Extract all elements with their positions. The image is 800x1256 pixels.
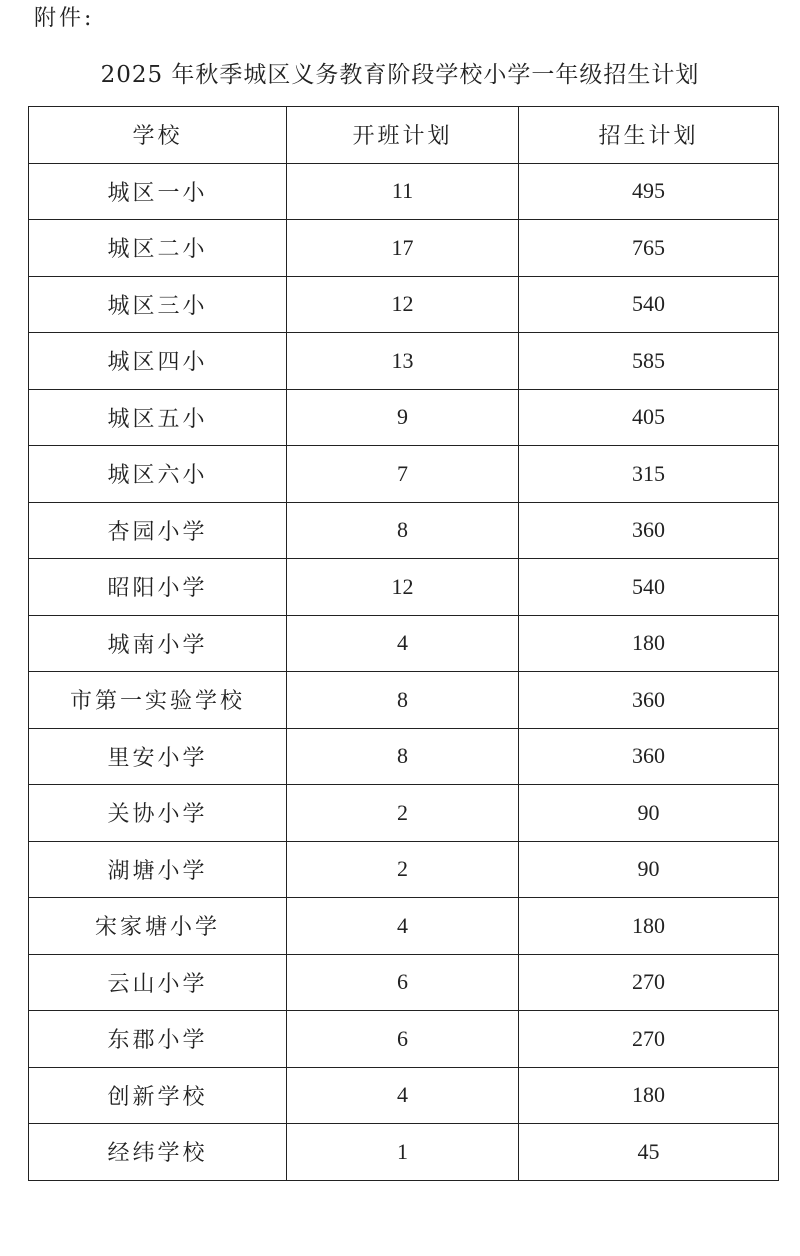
class-plan-cell: 12 [287, 276, 519, 333]
class-plan-cell: 8 [287, 728, 519, 785]
enrollment-plan-cell: 270 [519, 1011, 779, 1068]
header-school: 学校 [29, 107, 287, 164]
enrollment-plan-cell: 180 [519, 898, 779, 955]
document-title: 2025 年秋季城区义务教育阶段学校小学一年级招生计划 [100, 62, 700, 88]
table-row [29, 728, 779, 785]
school-name-cell: 关协小学 [29, 785, 287, 842]
enrollment-plan-cell: 45 [519, 1124, 779, 1181]
table-header-row [29, 107, 779, 164]
school-name-cell: 城区四小 [29, 333, 287, 390]
class-plan-cell: 9 [287, 389, 519, 446]
school-name-cell: 宋家塘小学 [29, 898, 287, 955]
table-row [29, 163, 779, 220]
class-plan-cell: 4 [287, 1067, 519, 1124]
enrollment-plan-cell: 585 [519, 333, 779, 390]
enrollment-plan-cell: 540 [519, 276, 779, 333]
class-plan-cell: 4 [287, 898, 519, 955]
school-name-cell: 杏园小学 [29, 502, 287, 559]
class-plan-cell: 17 [287, 220, 519, 277]
enrollment-plan-cell: 360 [519, 672, 779, 729]
school-name-cell: 城区一小 [29, 163, 287, 220]
table-row [29, 559, 779, 616]
enrollment-plan-cell: 360 [519, 502, 779, 559]
enrollment-plan-cell: 180 [519, 615, 779, 672]
table-row [29, 1124, 779, 1181]
table-row [29, 220, 779, 277]
class-plan-cell: 8 [287, 672, 519, 729]
table-row [29, 389, 779, 446]
enrollment-plan-cell: 765 [519, 220, 779, 277]
class-plan-cell: 1 [287, 1124, 519, 1181]
table-row [29, 333, 779, 390]
enrollment-plan-cell: 360 [519, 728, 779, 785]
school-name-cell: 城南小学 [29, 615, 287, 672]
enrollment-plan-cell: 90 [519, 841, 779, 898]
enrollment-plan-cell: 270 [519, 954, 779, 1011]
class-plan-cell: 6 [287, 1011, 519, 1068]
school-name-cell: 昭阳小学 [29, 559, 287, 616]
table-row [29, 841, 779, 898]
attachment-label: 附件: [34, 6, 95, 31]
class-plan-cell: 2 [287, 785, 519, 842]
class-plan-cell: 4 [287, 615, 519, 672]
school-name-cell: 创新学校 [29, 1067, 287, 1124]
table-row [29, 898, 779, 955]
table-row [29, 615, 779, 672]
table-row [29, 672, 779, 729]
header-class-plan: 开班计划 [287, 107, 519, 164]
class-plan-cell: 13 [287, 333, 519, 390]
school-name-cell: 云山小学 [29, 954, 287, 1011]
class-plan-cell: 12 [287, 559, 519, 616]
enrollment-plan-cell: 315 [519, 446, 779, 503]
table-row [29, 446, 779, 503]
enrollment-plan-table [28, 106, 779, 1181]
enrollment-plan-cell: 405 [519, 389, 779, 446]
table-row [29, 502, 779, 559]
class-plan-cell: 11 [287, 163, 519, 220]
school-name-cell: 里安小学 [29, 728, 287, 785]
class-plan-cell: 6 [287, 954, 519, 1011]
school-name-cell: 市第一实验学校 [29, 672, 287, 729]
table-row [29, 276, 779, 333]
school-name-cell: 城区五小 [29, 389, 287, 446]
table-row [29, 1067, 779, 1124]
enrollment-plan-cell: 495 [519, 163, 779, 220]
table-row [29, 1011, 779, 1068]
class-plan-cell: 2 [287, 841, 519, 898]
enrollment-plan-cell: 540 [519, 559, 779, 616]
school-name-cell: 城区三小 [29, 276, 287, 333]
school-name-cell: 东郡小学 [29, 1011, 287, 1068]
header-enrollment-plan: 招生计划 [519, 107, 779, 164]
class-plan-cell: 7 [287, 446, 519, 503]
school-name-cell: 城区六小 [29, 446, 287, 503]
enrollment-plan-cell: 180 [519, 1067, 779, 1124]
table-row [29, 785, 779, 842]
table-row [29, 954, 779, 1011]
class-plan-cell: 8 [287, 502, 519, 559]
school-name-cell: 经纬学校 [29, 1124, 287, 1181]
school-name-cell: 湖塘小学 [29, 841, 287, 898]
enrollment-plan-cell: 90 [519, 785, 779, 842]
school-name-cell: 城区二小 [29, 220, 287, 277]
